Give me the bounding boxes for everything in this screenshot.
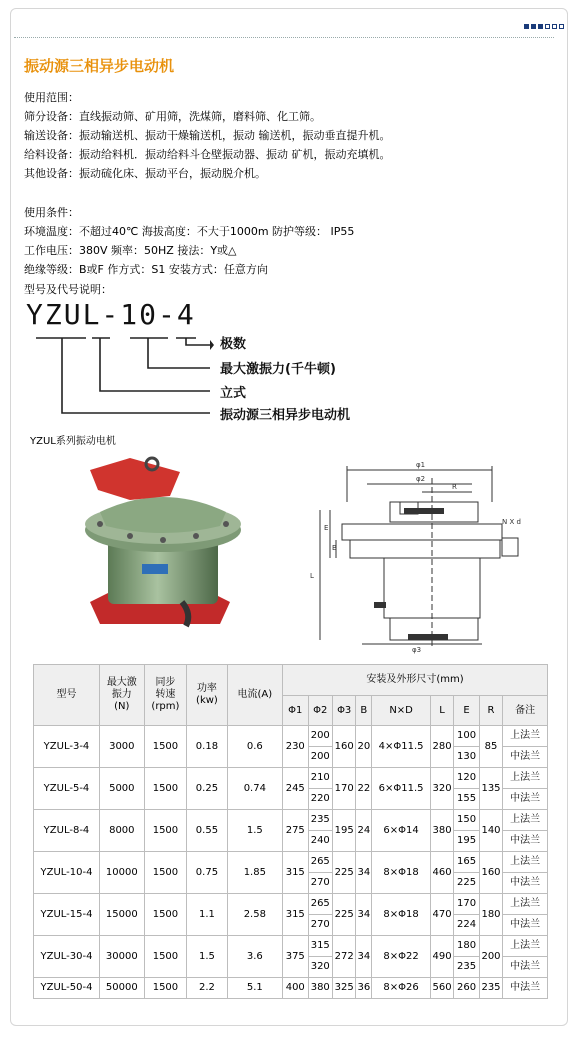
cell-model: YZUL-30-4 — [34, 936, 100, 978]
cell-phi2: 200 — [308, 747, 332, 768]
cell-speed: 1500 — [144, 978, 187, 999]
cell-r: 135 — [479, 768, 502, 810]
cell-note: 上法兰 — [503, 768, 548, 789]
cell-phi1: 230 — [282, 726, 308, 768]
cell-r: 180 — [479, 894, 502, 936]
cell-phi3: 170 — [332, 768, 355, 810]
label-r: R — [452, 483, 457, 491]
cell-l: 560 — [430, 978, 453, 999]
cell-e: 225 — [454, 873, 480, 894]
cell-speed: 1500 — [144, 768, 187, 810]
cell-power: 2.2 — [187, 978, 227, 999]
cell-model: YZUL-8-4 — [34, 810, 100, 852]
cell-e: 195 — [454, 831, 480, 852]
table-row — [34, 852, 548, 873]
conditions-line: 绝缘等级：B或F 作方式：S1 安装方式：任意方向 — [24, 263, 268, 276]
cell-note: 上法兰 — [503, 726, 548, 747]
model-code: YZUL-10-4 — [26, 298, 196, 331]
label-e: E — [324, 524, 329, 532]
cell-speed: 1500 — [144, 726, 187, 768]
cell-power: 0.75 — [187, 852, 227, 894]
cell-current: 0.74 — [227, 768, 282, 810]
cell-nxd: 4×Φ11.5 — [372, 726, 431, 768]
header-phi1: Φ1 — [282, 696, 308, 726]
cell-r: 235 — [479, 978, 502, 999]
cell-power: 0.55 — [187, 810, 227, 852]
cell-l: 460 — [430, 852, 453, 894]
spec-table — [33, 664, 548, 999]
label-b: B — [332, 544, 337, 552]
cell-speed: 1500 — [144, 936, 187, 978]
cell-l: 470 — [430, 894, 453, 936]
legend-force: 最大激振力(千牛顿) — [220, 362, 336, 377]
header-note: 备注 — [503, 696, 548, 726]
header-model: 型号 — [34, 665, 100, 726]
cell-phi2: 265 — [308, 852, 332, 873]
header-phi3: Φ3 — [332, 696, 355, 726]
cell-phi3: 225 — [332, 852, 355, 894]
cell-current: 3.6 — [227, 936, 282, 978]
label-phi1: φ1 — [416, 461, 426, 469]
cell-r: 160 — [479, 852, 502, 894]
cell-note: 上法兰 — [503, 936, 548, 957]
model-heading: 型号及代号说明： — [24, 283, 112, 296]
cell-l: 380 — [430, 810, 453, 852]
cell-nxd: 8×Φ22 — [372, 936, 431, 978]
cell-b: 36 — [356, 978, 372, 999]
cell-b: 34 — [356, 894, 372, 936]
cell-current: 0.6 — [227, 726, 282, 768]
cell-force: 30000 — [99, 936, 144, 978]
cell-phi3: 225 — [332, 894, 355, 936]
table-row — [34, 978, 548, 999]
table-row — [34, 810, 548, 831]
cell-e: 120 — [454, 768, 480, 789]
label-nxd: N X d — [502, 518, 521, 526]
cell-model: YZUL-15-4 — [34, 894, 100, 936]
cell-note: 上法兰 — [503, 894, 548, 915]
cell-power: 1.5 — [187, 936, 227, 978]
cell-e: 180 — [454, 936, 480, 957]
cell-phi1: 400 — [282, 978, 308, 999]
cell-note: 中法兰 — [503, 747, 548, 768]
usage-line: 输送设备：振动输送机、振动干燥输送机，振动 输送机，振动垂直提升机。 — [24, 129, 391, 142]
table-row — [34, 726, 548, 747]
legend-poles: 极数 — [220, 337, 247, 352]
cell-b: 20 — [356, 726, 372, 768]
dimension-drawing — [292, 458, 532, 654]
cell-force: 3000 — [99, 726, 144, 768]
cell-note: 中法兰 — [503, 873, 548, 894]
cell-phi1: 315 — [282, 852, 308, 894]
cell-e: 224 — [454, 915, 480, 936]
cell-phi3: 325 — [332, 978, 355, 999]
cell-phi1: 275 — [282, 810, 308, 852]
cell-b: 34 — [356, 936, 372, 978]
cell-phi1: 375 — [282, 936, 308, 978]
cell-phi1: 245 — [282, 768, 308, 810]
table-row — [34, 768, 548, 789]
table-row — [34, 936, 548, 957]
conditions-line: 环境温度：不超过40℃ 海拔高度：不大于1000m 防护等级： IP55 — [24, 225, 355, 238]
cell-phi3: 160 — [332, 726, 355, 768]
cell-phi1: 315 — [282, 894, 308, 936]
cell-force: 8000 — [99, 810, 144, 852]
header-current: 电流(A) — [227, 665, 282, 726]
page-title: 振动源三相异步电动机 — [24, 57, 175, 75]
cell-nxd: 8×Φ18 — [372, 894, 431, 936]
label-l: L — [310, 572, 314, 580]
cell-power: 1.1 — [187, 894, 227, 936]
cell-phi2: 220 — [308, 789, 332, 810]
cell-b: 24 — [356, 810, 372, 852]
cell-note: 中法兰 — [503, 789, 548, 810]
cell-e: 150 — [454, 810, 480, 831]
photo-caption: YZUL系列振动电机 — [30, 436, 116, 447]
cell-note: 上法兰 — [503, 852, 548, 873]
cell-phi2: 320 — [308, 957, 332, 978]
usage-line: 给料设备：振动给料机．振动给料斗仓壁振动器、振动 矿机，振动充填机。 — [24, 148, 391, 161]
cell-e: 170 — [454, 894, 480, 915]
cell-note: 中法兰 — [503, 831, 548, 852]
cell-phi2: 235 — [308, 810, 332, 831]
cell-b: 22 — [356, 768, 372, 810]
cell-e: 130 — [454, 747, 480, 768]
usage-line: 其他设备：振动硫化床、振动平台，振动脱介机。 — [24, 167, 266, 180]
header-b: B — [356, 696, 372, 726]
cell-current: 2.58 — [227, 894, 282, 936]
label-phi3: φ3 — [412, 646, 422, 654]
cell-force: 5000 — [99, 768, 144, 810]
cell-force: 10000 — [99, 852, 144, 894]
cell-l: 490 — [430, 936, 453, 978]
legend-motor: 振动源三相异步电动机 — [220, 408, 351, 423]
cell-e: 235 — [454, 957, 480, 978]
header-phi2: Φ2 — [308, 696, 332, 726]
header-dimensions: 安装及外形尺寸(mm) — [282, 665, 547, 696]
spec-table-body — [34, 726, 548, 999]
cell-phi3: 272 — [332, 936, 355, 978]
cell-note: 中法兰 — [503, 957, 548, 978]
header-power: 功率 (kw) — [187, 665, 227, 726]
cell-note: 中法兰 — [503, 978, 548, 999]
cell-force: 50000 — [99, 978, 144, 999]
cell-e: 165 — [454, 852, 480, 873]
header-speed: 同步 转速 (rpm) — [144, 665, 187, 726]
usage-heading: 使用范围： — [24, 91, 79, 104]
label-phi2: φ2 — [416, 475, 426, 483]
motor-photo — [70, 452, 250, 642]
cell-r: 140 — [479, 810, 502, 852]
usage-line: 筛分设备：直线振动筛、矿用筛，洗煤筛，磨料筛、化工筛。 — [24, 110, 321, 123]
cell-speed: 1500 — [144, 810, 187, 852]
cell-phi2: 380 — [308, 978, 332, 999]
cell-phi2: 210 — [308, 768, 332, 789]
cell-nxd: 8×Φ18 — [372, 852, 431, 894]
cell-l: 280 — [430, 726, 453, 768]
cell-phi3: 195 — [332, 810, 355, 852]
cell-model: YZUL-5-4 — [34, 768, 100, 810]
cell-phi2: 200 — [308, 726, 332, 747]
cell-current: 1.5 — [227, 810, 282, 852]
conditions-heading: 使用条件： — [24, 206, 79, 219]
conditions-line: 工作电压：380V 频率：50HZ 接法：Y或△ — [24, 244, 237, 257]
cell-speed: 1500 — [144, 894, 187, 936]
cell-e: 155 — [454, 789, 480, 810]
cell-phi2: 265 — [308, 894, 332, 915]
cell-phi2: 270 — [308, 915, 332, 936]
header-l: L — [430, 696, 453, 726]
cell-e: 260 — [454, 978, 480, 999]
cell-current: 5.1 — [227, 978, 282, 999]
cell-note: 中法兰 — [503, 915, 548, 936]
legend-vertical: 立式 — [220, 386, 247, 401]
cell-r: 200 — [479, 936, 502, 978]
header-nxd: N×D — [372, 696, 431, 726]
cell-power: 0.25 — [187, 768, 227, 810]
cell-nxd: 6×Φ11.5 — [372, 768, 431, 810]
header-e: E — [454, 696, 480, 726]
cell-phi2: 315 — [308, 936, 332, 957]
cell-l: 320 — [430, 768, 453, 810]
cell-b: 34 — [356, 852, 372, 894]
cell-phi2: 270 — [308, 873, 332, 894]
cell-nxd: 8×Φ26 — [372, 978, 431, 999]
cell-model: YZUL-10-4 — [34, 852, 100, 894]
cell-model: YZUL-50-4 — [34, 978, 100, 999]
cell-phi2: 240 — [308, 831, 332, 852]
cell-power: 0.18 — [187, 726, 227, 768]
cell-current: 1.85 — [227, 852, 282, 894]
header-r: R — [479, 696, 502, 726]
cell-nxd: 6×Φ14 — [372, 810, 431, 852]
cell-e: 100 — [454, 726, 480, 747]
cell-model: YZUL-3-4 — [34, 726, 100, 768]
table-row — [34, 894, 548, 915]
cell-note: 上法兰 — [503, 810, 548, 831]
cell-speed: 1500 — [144, 852, 187, 894]
cell-force: 15000 — [99, 894, 144, 936]
cell-r: 85 — [479, 726, 502, 768]
header-force: 最大激 振力 (N) — [99, 665, 144, 726]
